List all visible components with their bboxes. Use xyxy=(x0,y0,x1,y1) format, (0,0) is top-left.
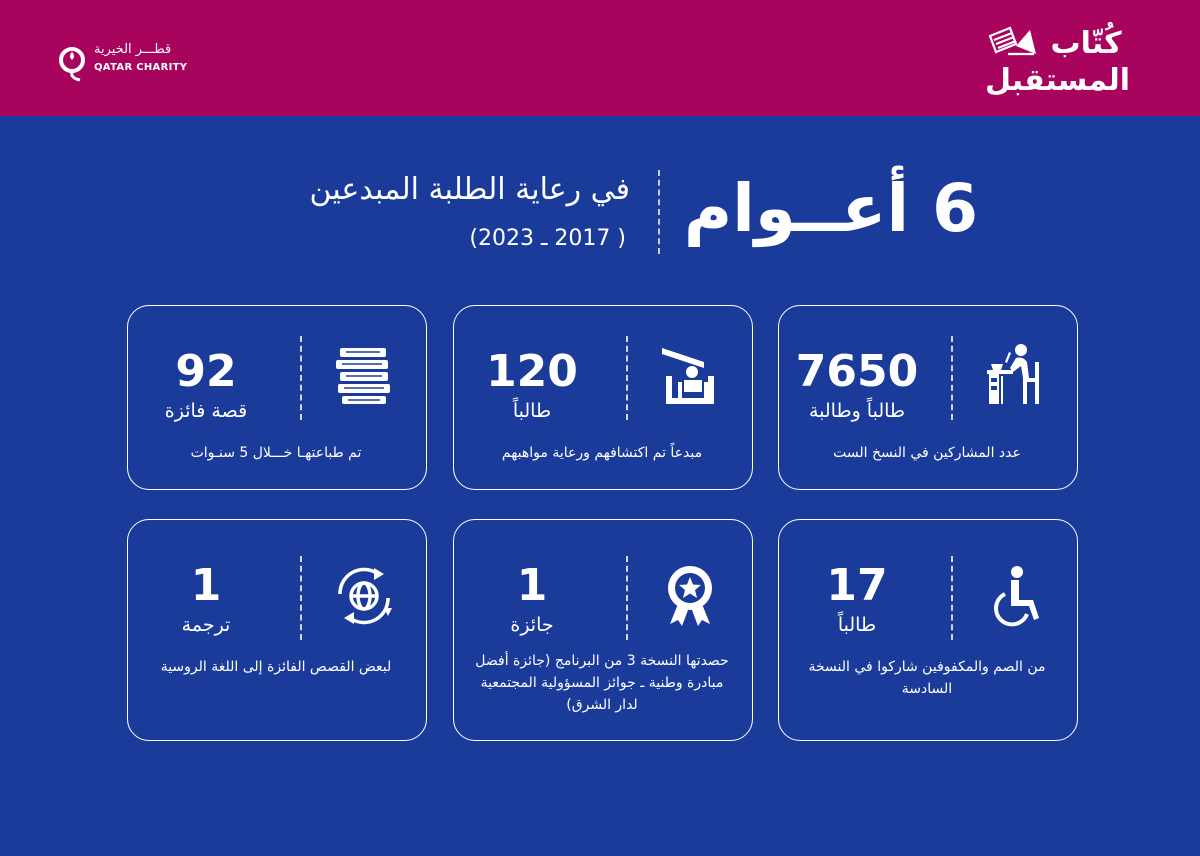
hero-years-count: 6 أعــوام xyxy=(683,170,978,247)
award-badge-icon xyxy=(658,564,722,628)
globe-translate-icon xyxy=(332,564,396,628)
teacher-board-icon xyxy=(658,342,722,406)
stat-number: 7650 xyxy=(795,346,919,397)
stat-description: لبعض القصص الفائزة إلى اللغة الروسية xyxy=(160,659,392,675)
stat-number: 92 xyxy=(175,346,237,397)
stat-number: 17 xyxy=(826,560,888,611)
stat-card-stories xyxy=(127,305,427,490)
qatar-charity-mark-icon xyxy=(56,42,90,82)
qatar-charity-name-en: QATAR CHARITY xyxy=(94,62,188,73)
stat-card-special-needs xyxy=(778,519,1078,741)
stat-unit: ترجمة xyxy=(181,614,231,636)
card-divider xyxy=(300,336,302,420)
stat-card-participants xyxy=(778,305,1078,490)
stat-description: تم طباعتهـا خـــلال 5 سنـوات xyxy=(190,445,362,461)
wheelchair-icon xyxy=(983,564,1047,628)
stat-description: حصدتها النسخة 3 من البرنامج (جائزة أفضل مبادرة وطنية ـ جوائز المسؤولية المجتمعية لدار الشرق) xyxy=(475,653,729,713)
header-bar xyxy=(0,0,1200,116)
stat-number: 1 xyxy=(190,560,222,611)
qatar-charity-logo xyxy=(52,42,192,82)
brand-title-line1: كُتّاب xyxy=(1050,26,1122,61)
brand-title-line2: المستقبل xyxy=(984,63,1130,98)
stat-unit: طالباً xyxy=(512,400,552,422)
stat-unit: طالباً xyxy=(837,614,877,636)
book-pen-icon xyxy=(986,24,1042,62)
stat-unit: طالباً وطالبة xyxy=(808,400,906,422)
card-divider xyxy=(951,556,953,640)
card-divider xyxy=(626,556,628,640)
stat-number: 120 xyxy=(486,346,578,397)
stat-card-translation xyxy=(127,519,427,741)
stat-description: عدد المشاركين في النسخ الست xyxy=(833,445,1021,461)
stat-description: من الصم والمكفوفين شاركوا في النسخة السادسة xyxy=(808,659,1046,697)
stat-number: 1 xyxy=(516,560,548,611)
stat-unit: قصة فائزة xyxy=(164,400,248,422)
qatar-charity-name-ar: قطـــر الخيرية xyxy=(94,42,172,57)
brand-logo xyxy=(980,22,1130,102)
card-divider xyxy=(300,556,302,640)
stat-unit: جائزة xyxy=(510,614,554,636)
hero-title: في رعاية الطلبة المبدعين xyxy=(309,172,630,207)
card-divider xyxy=(626,336,628,420)
stat-card-award xyxy=(453,519,753,741)
hero-divider xyxy=(658,170,660,254)
stat-description: مبدعاً تم اكتشافهم ورعاية مواهبهم xyxy=(501,445,703,461)
stat-card-talents xyxy=(453,305,753,490)
hero-year-range: ( 2017 ـ 2023) xyxy=(469,226,626,251)
books-stack-icon xyxy=(332,342,396,406)
card-divider xyxy=(951,336,953,420)
student-desk-icon xyxy=(983,342,1047,406)
